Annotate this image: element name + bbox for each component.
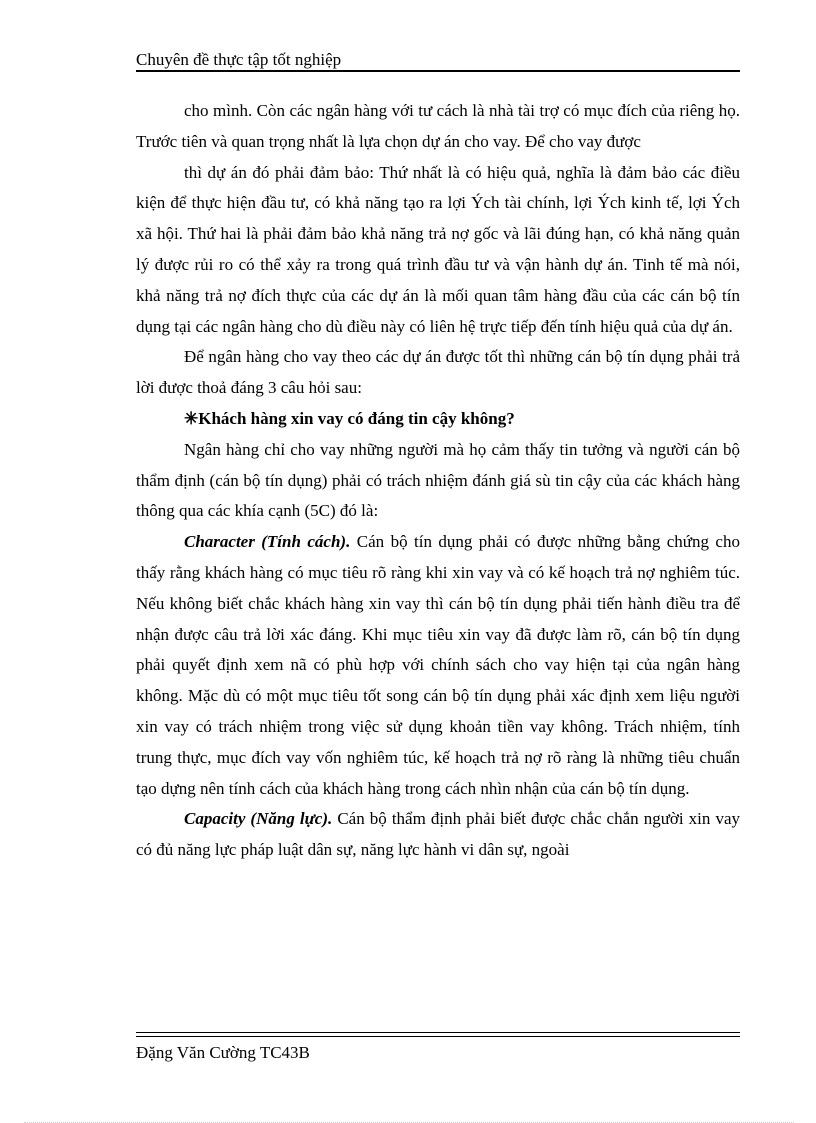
document-body xyxy=(136,96,740,866)
header-rule xyxy=(136,70,740,72)
paragraph-2: thì dự án đó phải đảm bảo: Thứ nhất là có hiệu quả, nghĩa là đảm bảo các điều kiện để thực hiện đầu tư, có khả năng tạo ra lợi Ých tài chính, lợi Ých kinh tế, lợi Ých xã hội. Thứ hai là phải đảm bảo khả năng trả nợ gốc và lãi đúng hạn, có khả năng quản lý được rủi ro có thể xảy ra trong quá trình đầu tư và vận hành dự án. Tinh tế mà nói, khả năng trả nợ đích thực của các dự án là mối quan tâm hàng đầu của các cán bộ tín dụng tại các ngân hàng cho dù điều này có liên hệ trực tiếp đến tính hiệu quả của dự án. xyxy=(136,162,740,336)
footer-author: Đặng Văn Cường TC43B xyxy=(136,1043,310,1062)
term-capacity: Capacity (Năng lực). xyxy=(184,809,333,829)
paragraph-4: Ngân hàng chỉ cho vay những người mà họ cảm thấy tin tưởng và người cán bộ thẩm định (cán bộ tín dụng) phải có trách nhiệm đánh giá sù tin cậy của các khách hàng thông qua các khía cạnh (5C) đó là: xyxy=(136,439,740,521)
footer-rule-top xyxy=(136,1032,740,1033)
asterisk-icon: ✳ xyxy=(184,408,199,428)
term-character: Character (Tính cách). xyxy=(184,532,351,552)
paragraph-5-text: Cán bộ tín dụng phải có được những bằng chứng cho thấy rằng khách hàng có mục tiêu rõ ràng khi xin vay và có kế hoạch trả nợ nghiêm túc. Nếu không biết chắc khách hàng xin vay thì cán bộ tín dụng phải tiến hành điều tra để nhận được câu trả lời xác đáng. Khi mục tiêu xin vay đã được làm rõ, cán bộ tín dụng phải quyết định xem nã có phù hợp với chính sách cho vay hiện tại của ngân hàng không. Mặc dù có một mục tiêu tốt song cán bộ tín dụng phải xác định xem liệu người xin vay có trách nhiệm trong việc sử dụng khoản tiền vay không. Trách nhiệm, tính trung thực, mục đích vay vốn nghiêm túc, kế hoạch trả nợ rõ ràng là những tiêu chuẩn tạo dựng nên tính cách của khách hàng trong cách nhìn nhận của cán bộ tín dụng. xyxy=(136,532,740,798)
paragraph-3: Để ngân hàng cho vay theo các dự án được tốt thì những cán bộ tín dụng phải trả lời được thoả đáng 3 câu hỏi sau: xyxy=(136,347,740,398)
paragraph-6-text: Cán bộ thẩm định phải biết được chắc chắn người xin vay có đủ năng lực pháp luật dân sự, năng lực hành vi dân sự, ngoài xyxy=(136,809,741,860)
section-heading xyxy=(136,404,740,435)
footer-rule-bottom xyxy=(136,1036,740,1037)
paragraph-1: cho mình. Còn các ngân hàng với tư cách là nhà tài trợ có mục đích của riêng họ. Trước tiên và quan trọng nhất là lựa chọn dự án cho vay. Để cho vay được xyxy=(136,101,740,151)
header-title: Chuyên đề thực tập tốt nghiệp xyxy=(136,50,342,69)
paragraph-5 xyxy=(136,527,740,804)
paragraph-6 xyxy=(136,804,740,866)
section-heading-text: Khách hàng xin vay có đáng tin cậy không? xyxy=(198,408,515,428)
